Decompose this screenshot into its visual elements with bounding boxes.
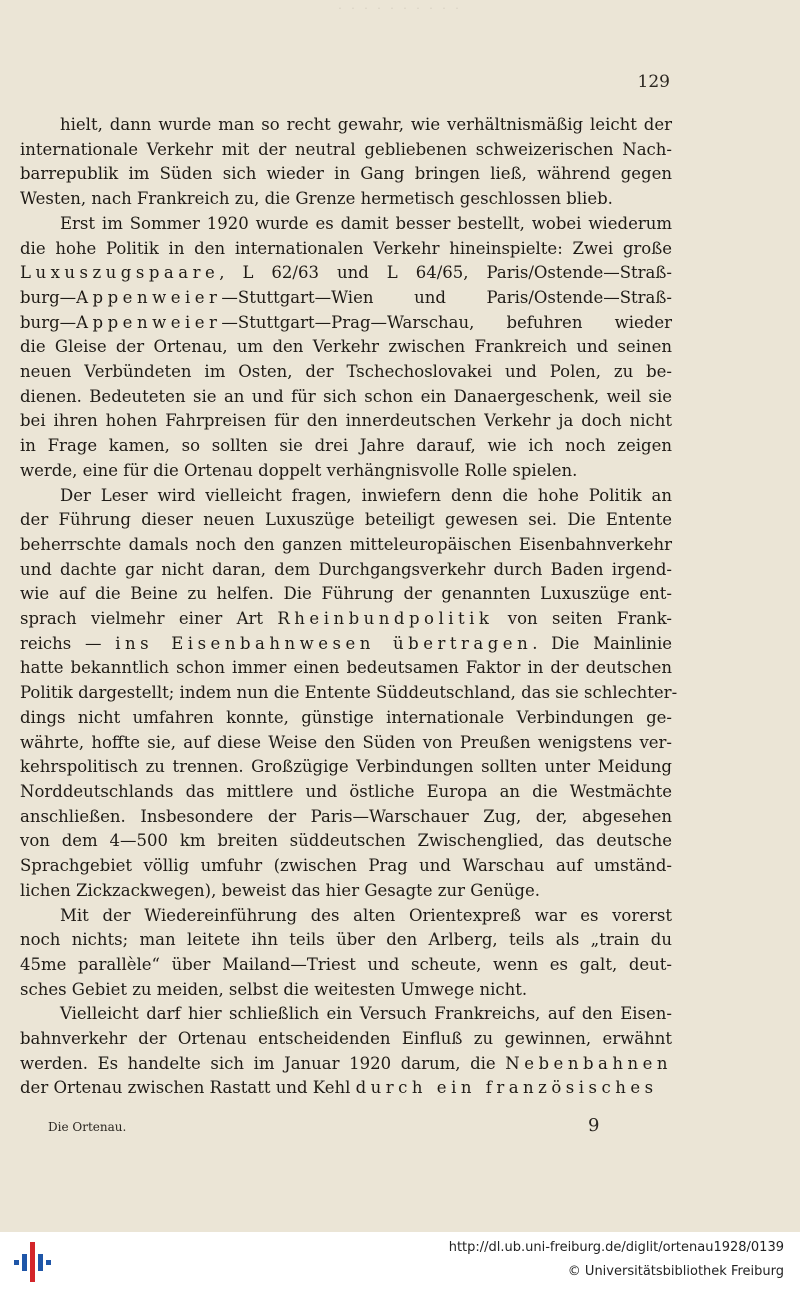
text-line <box>20 113 672 138</box>
spaced-emphasis: Rheinbundpolitik <box>277 609 494 629</box>
text-segment: lichen Zickzackwegen), beweist das hier Gesagte zur Genüge. <box>20 880 540 900</box>
text-line <box>20 780 672 805</box>
ub-freiburg-logo-icon <box>12 1240 52 1284</box>
text-line <box>20 335 672 360</box>
text-line <box>20 508 672 533</box>
text-segment: dings nicht umfahren konnte, günstige internationale Verbindungen ge- <box>20 707 672 727</box>
text-line <box>20 1052 672 1077</box>
text-segment: Vielleicht darf hier schließlich ein Versuch Frankreichs, auf den Eisen- <box>60 1004 672 1024</box>
text-segment: Mit der Wiedereinführung des alten Orientexpreß war es vorerst <box>60 905 672 925</box>
text-segment: sches Gebiet zu meiden, selbst die weitesten Umwege nicht. <box>20 979 528 999</box>
text-segment: währte, hoffte sie, auf diese Weise den Süden von Preußen wenigstens ver- <box>20 732 672 752</box>
text-segment: werden. Es handelte sich im Januar 1920 darum, die <box>20 1053 506 1073</box>
text-segment: 45me parallèle“ über Mailand—Triest und scheute, wenn es galt, deut- <box>20 954 672 974</box>
text-line <box>20 632 672 657</box>
text-line <box>20 829 672 854</box>
text-line <box>20 978 672 1003</box>
text-segment: hielt, dann wurde man so recht gewahr, wie verhältnismäßig leicht der <box>60 115 672 134</box>
text-line <box>20 187 672 212</box>
text-segment: Der Leser wird vielleicht fragen, inwiefern denn die hohe Politik an <box>60 485 672 505</box>
text-line <box>20 286 672 311</box>
text-segment: Sprachgebiet völlig umfuhr (zwischen Prag und Warschau auf umständ- <box>20 856 672 876</box>
text-segment: bei ihren hohen Fahrpreisen für den innerdeutschen Verkehr ja doch nicht <box>20 411 672 431</box>
text-line <box>20 805 672 830</box>
text-line <box>20 138 672 163</box>
text-line <box>20 261 672 286</box>
text-line <box>20 706 672 731</box>
text-segment: die hohe Politik in den internationalen Verkehr hineinspielte: Zwei große <box>20 238 672 258</box>
text-line <box>20 681 678 706</box>
text-segment: werde, eine für die Ortenau doppelt verhängnisvolle Rolle spielen. <box>20 460 578 480</box>
body-text <box>20 113 678 1101</box>
text-segment: kehrspolitisch zu trennen. Großzügige Verbindungen sollten unter Meidung <box>20 757 672 777</box>
text-line <box>20 1002 672 1027</box>
text-line <box>20 1076 672 1101</box>
text-segment: der Führung dieser neuen Luxuszüge beteiligt gewesen sei. Die Entente <box>20 510 672 530</box>
text-segment: sprach vielmehr einer Art <box>20 609 278 629</box>
text-line <box>20 755 672 780</box>
text-line <box>20 582 672 607</box>
text-line <box>20 879 672 904</box>
sheet-number: 9 <box>588 1115 600 1136</box>
text-segment: in Frage kamen, so sollten sie drei Jahre darauf, wie ich noch zeigen <box>20 436 672 456</box>
text-segment: von seiten Frank- <box>493 609 673 629</box>
bleed-through-text: · · · · · · · · · · <box>338 2 462 15</box>
text-segment: Norddeutschlands das mittlere und östliche Europa an die Westmächte <box>20 781 672 801</box>
text-segment: internationale Verkehr mit der neutral gebliebenen schweizerischen Nach- <box>20 139 672 159</box>
spaced-emphasis: Appenweier <box>76 287 222 307</box>
text-segment: Politik dargestellt; indem nun die Entente Süddeutschland, das sie schlechter- <box>20 683 678 703</box>
text-segment: wie auf die Beine zu helfen. Die Führung der genannten Luxuszüge ent- <box>20 584 672 604</box>
text-line <box>20 731 672 756</box>
spaced-emphasis: ins Eisenbahnwesen übertragen <box>115 633 533 653</box>
text-segment: noch nichts; man leitete ihn teils über den Arlberg, teils als „train du <box>20 930 672 950</box>
text-segment: die Gleise der Ortenau, um den Verkehr zwischen Frankreich und seinen <box>20 337 672 357</box>
text-line <box>20 311 672 336</box>
text-segment: —Stuttgart—Prag—Warschau, befuhren wieder <box>221 312 672 332</box>
text-line <box>20 212 672 237</box>
text-line <box>20 1027 672 1052</box>
spaced-emphasis: durch ein französisches <box>355 1078 658 1098</box>
spaced-emphasis: Nebenbahnen <box>505 1053 672 1073</box>
text-segment: , L 62/63 und L 64/65, Paris/Ostende—Straß- <box>219 263 672 283</box>
spaced-emphasis: Appenweier <box>76 312 222 332</box>
text-line <box>20 360 672 385</box>
text-line <box>20 854 672 879</box>
text-line <box>20 409 672 434</box>
text-segment: und dachte gar nicht daran, dem Durchgangsverkehr durch Baden irgend- <box>20 559 672 579</box>
text-line <box>20 385 672 410</box>
text-line <box>20 162 672 187</box>
text-segment: der Ortenau zwischen Rastatt und Kehl <box>20 1078 356 1098</box>
text-line <box>20 484 672 509</box>
text-segment: burg— <box>20 287 77 307</box>
source-url-link[interactable]: http://dl.ub.uni-freiburg.de/diglit/ortenau1928/0139 <box>448 1240 784 1255</box>
text-line <box>20 459 672 484</box>
text-line <box>20 558 672 583</box>
text-line <box>20 237 672 262</box>
text-segment: von dem 4—500 km breiten süddeutschen Zwischenglied, das deutsche <box>20 831 672 851</box>
text-segment: dienen. Bedeuteten sie an und für sich schon ein Danaergeschenk, weil sie <box>20 386 672 406</box>
viewer-footer-bar <box>0 1232 800 1291</box>
text-segment: bahnverkehr der Ortenau entscheidenden Einfluß zu gewinnen, erwähnt <box>20 1029 672 1049</box>
text-segment: Westen, nach Frankreich zu, die Grenze hermetisch geschlossen blieb. <box>20 189 613 209</box>
text-line <box>20 533 672 558</box>
text-segment: . Die Mainlinie <box>532 633 672 653</box>
text-segment: hatte bekanntlich schon immer einen bedeutsamen Faktor in der deutschen <box>20 658 672 678</box>
text-line <box>20 953 672 978</box>
text-line <box>20 434 672 459</box>
text-segment: reichs — <box>20 633 116 653</box>
text-segment: barrepublik im Süden sich wieder in Gang bringen ließ, während gegen <box>20 164 672 184</box>
text-segment: Erst im Sommer 1920 wurde es damit besser bestellt, wobei wiederum <box>60 213 672 233</box>
text-line <box>20 656 672 681</box>
text-segment: —Stuttgart—Wien und Paris/Ostende—Straß- <box>221 287 672 307</box>
text-segment: burg— <box>20 312 77 332</box>
text-segment: beherrschte damals noch den ganzen mitteleuropäischen Eisenbahnverkehr <box>20 534 672 554</box>
text-segment: neuen Verbündeten im Osten, der Tschechoslovakei und Polen, zu be- <box>20 362 672 382</box>
page-number: 129 <box>637 72 670 92</box>
spaced-emphasis: Luxuszugspaare <box>20 263 220 283</box>
text-line <box>20 928 672 953</box>
text-segment: anschließen. Insbesondere der Paris—Warschauer Zug, der, abgesehen <box>20 806 672 826</box>
printer-signature: Die Ortenau. <box>48 1120 127 1134</box>
text-line <box>20 904 672 929</box>
copyright-notice: © Universitätsbibliothek Freiburg <box>567 1264 784 1279</box>
text-line <box>20 607 672 632</box>
